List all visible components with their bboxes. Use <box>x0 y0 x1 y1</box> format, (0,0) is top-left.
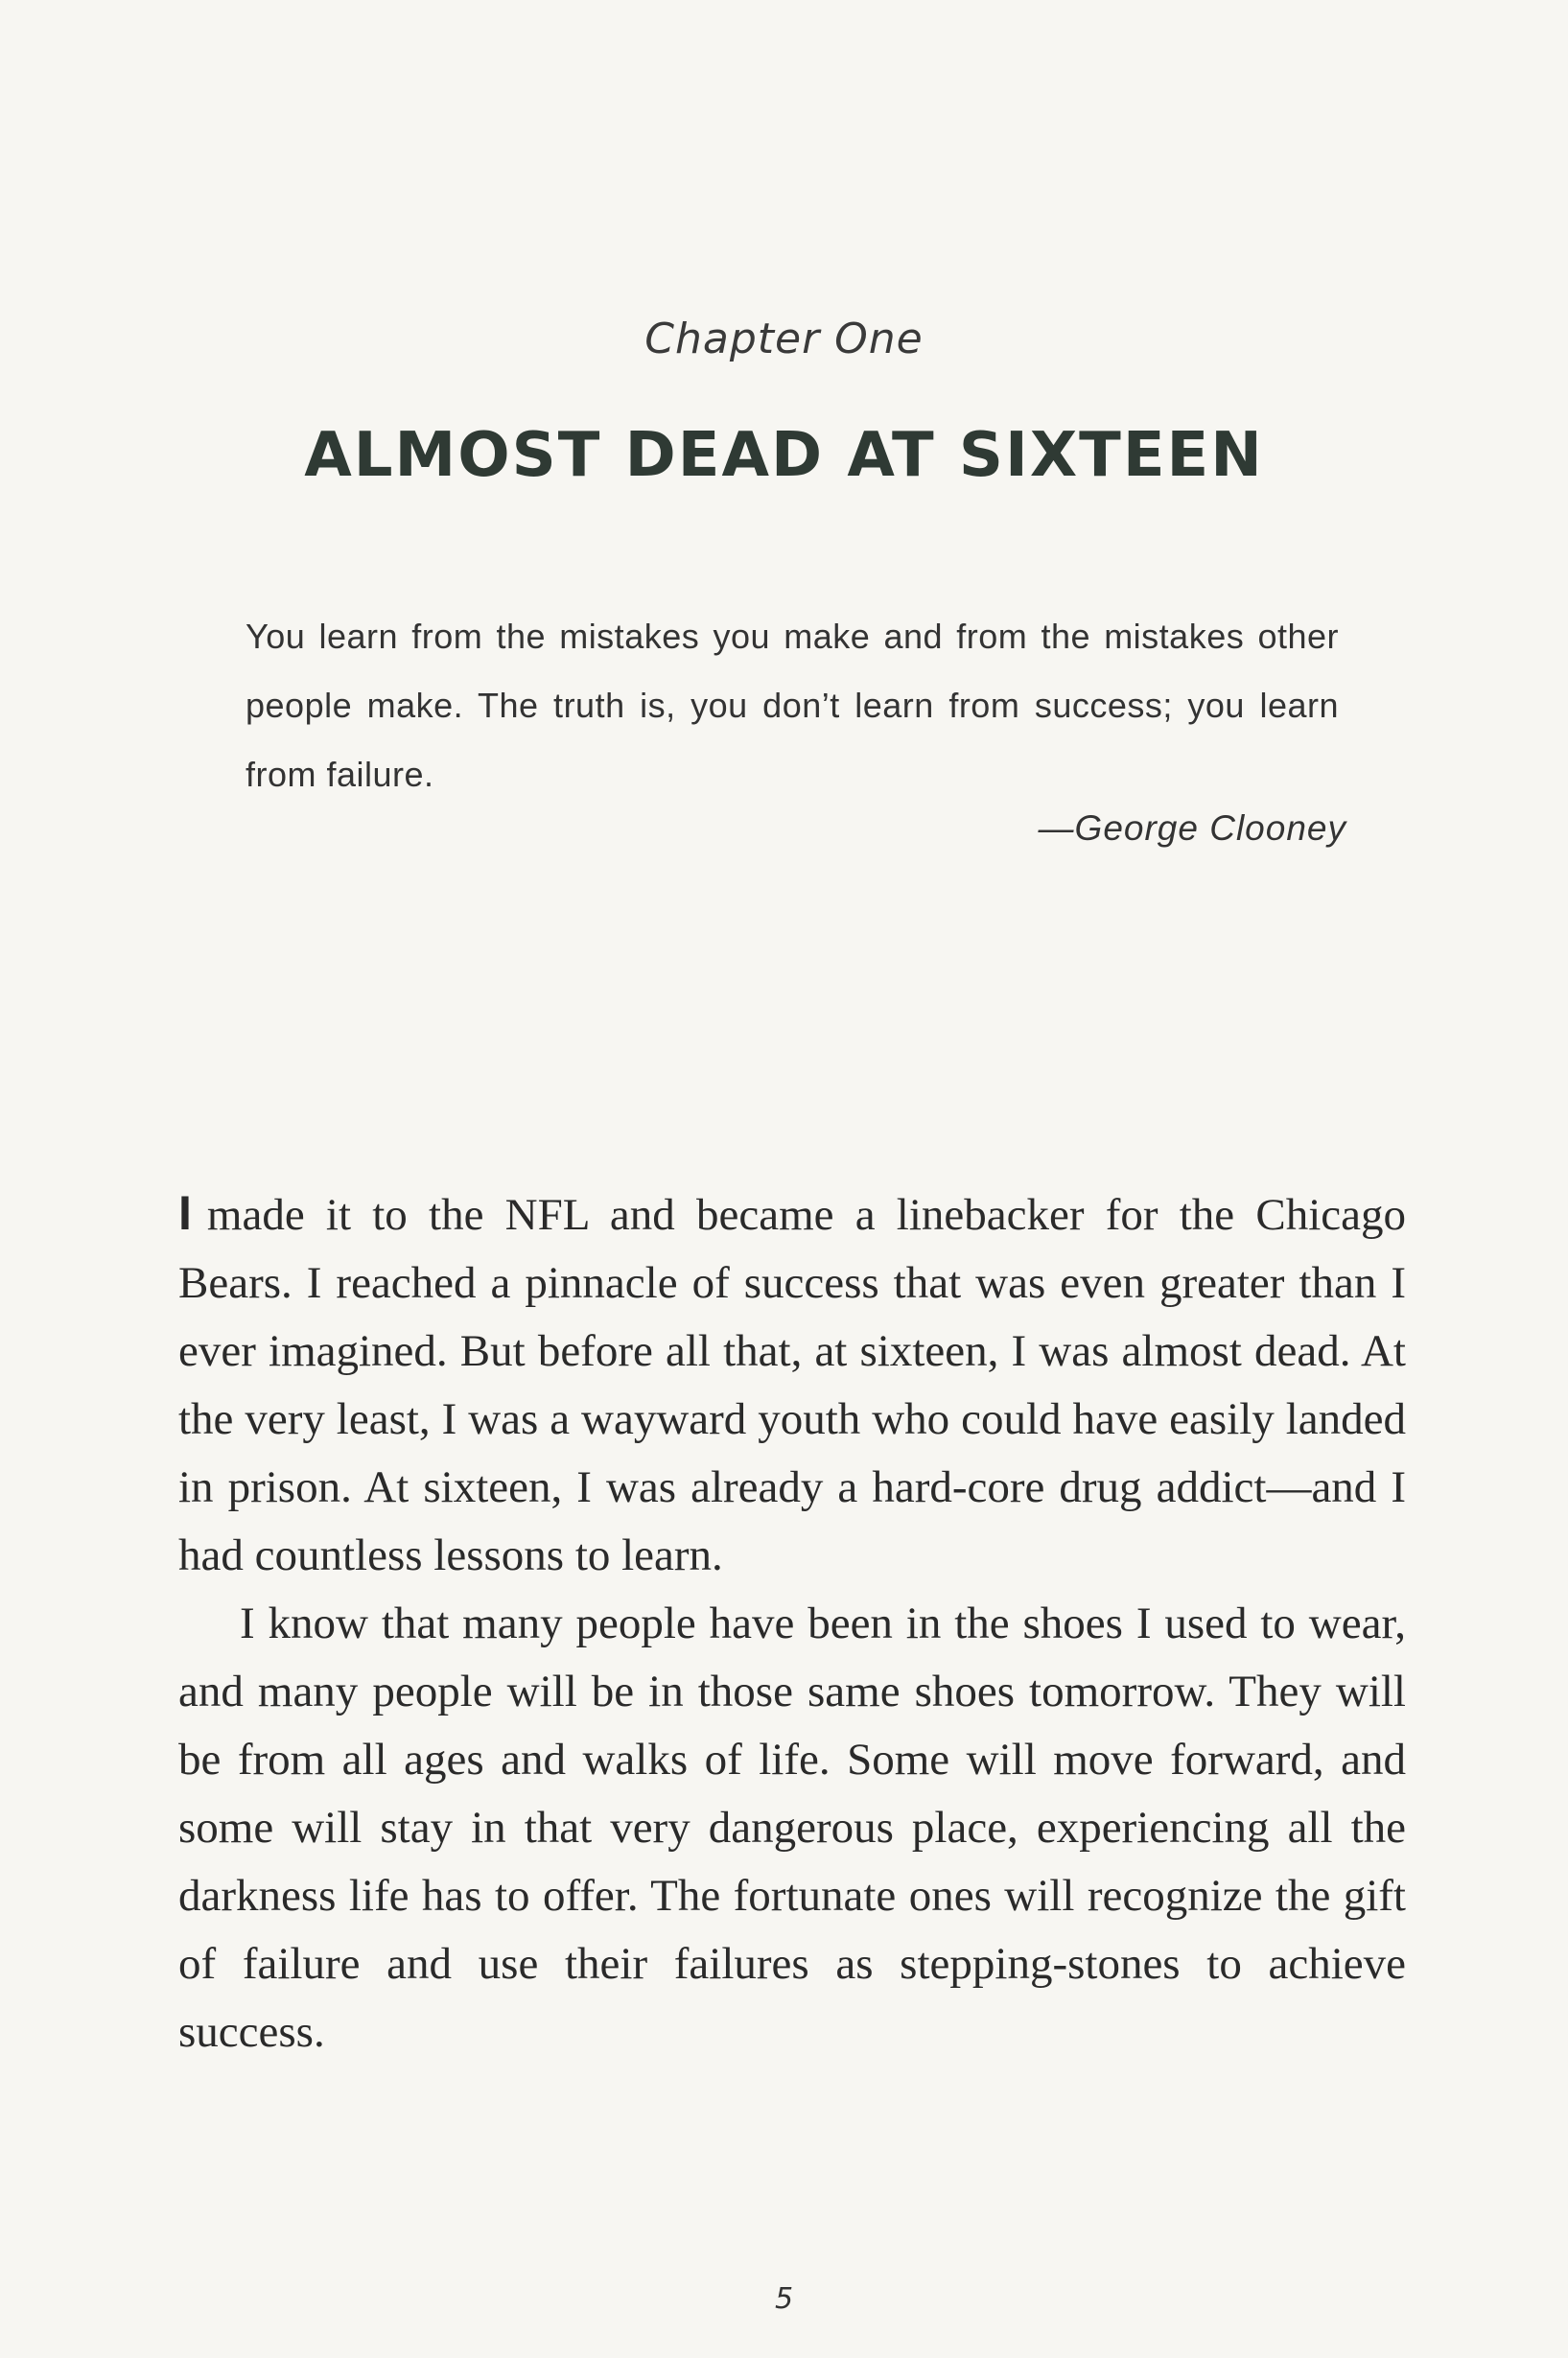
chapter-label: Chapter One <box>644 315 924 363</box>
body-text <box>178 1179 1406 2066</box>
epigraph-attribution: —George Clooney <box>1038 808 1346 848</box>
drop-cap: I <box>178 1186 192 1240</box>
paragraph-1 <box>178 1179 1406 1590</box>
epigraph-quote: You learn from the mistakes you make and from the mistakes other people make. The truth is, you don’t learn from success; you learn from failure. <box>246 617 1339 794</box>
paragraph-2: I know that many people have been in the shoes I used to wear, and many people will be in those same shoes tomorrow. They will be from all ages and walks of life. Some will move forward, and some will stay in that very dangerous place, experiencing all the darkness life has to offer. The fortunate ones will recognize the gift of failure and use their failures as stepping-stones to achieve success. <box>178 1599 1406 2057</box>
paragraph-1-text: made it to the NFL and became a linebacker for the Chicago Bears. I reached a pinnacle of success that was even greater than I ever imagined. But before all that, at sixteen, I was almost dead. At the very least, I was a wayward youth who could have easily landed in prison. At sixteen, I was already a hard-core drug addict—and I had countless lessons to learn. <box>178 1190 1406 1580</box>
chapter-title: ALMOST DEAD AT SIXTEEN <box>304 420 1264 491</box>
page-number: 5 <box>774 2282 794 2316</box>
